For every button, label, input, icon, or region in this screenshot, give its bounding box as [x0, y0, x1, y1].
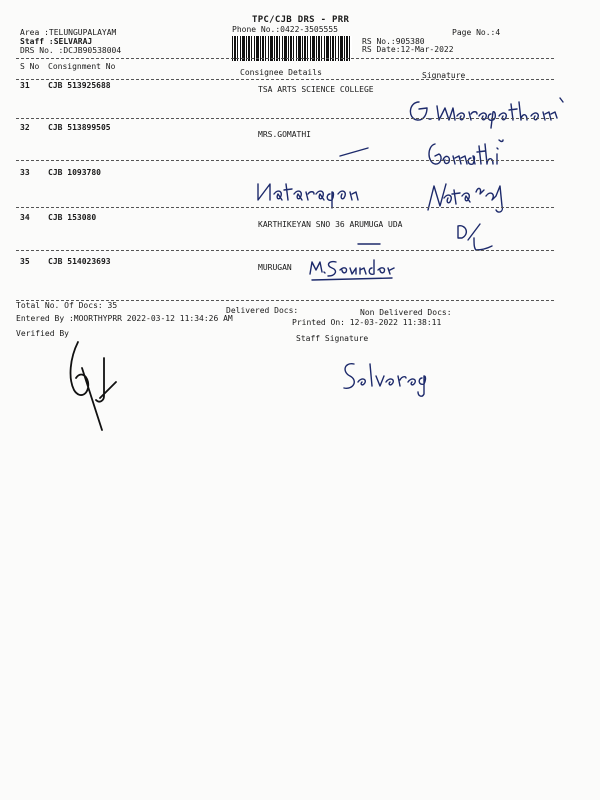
drs-number: DRS No. :DCJB90538004: [20, 46, 122, 55]
row-consignment: CJB 513925688: [48, 81, 111, 90]
receiver-signature: [405, 92, 565, 132]
staff-signature-label: Staff Signature: [296, 334, 369, 343]
col-header-consignee: Consignee Details: [240, 68, 322, 77]
receiver-signature: [425, 138, 505, 178]
delivered-docs: Delivered Docs:: [226, 306, 299, 315]
page-number: Page No.:4: [452, 28, 501, 37]
document-title: TPC/CJB DRS - PRR: [252, 15, 350, 25]
row-divider: [16, 118, 554, 119]
verifier-signature: [60, 338, 130, 438]
rs-date: RS Date:12-Mar-2022: [362, 45, 454, 54]
non-delivered-docs: Non Delivered Docs:: [360, 308, 452, 317]
row-sno: 35: [20, 257, 30, 266]
row-consignee: MRS.GOMATHI: [258, 130, 311, 139]
row-consignment: CJB 153080: [48, 213, 97, 222]
row-consignee: TSA ARTS SCIENCE COLLEGE: [258, 85, 374, 94]
row-sno: 34: [20, 213, 30, 222]
total-docs: Total No. Of Docs: 35: [16, 301, 118, 310]
row-consignment: CJB 1093780: [48, 168, 101, 177]
col-header-sno: S No: [20, 62, 40, 71]
row-divider: [16, 207, 554, 208]
staff-label: Staff :SELVARAJ: [20, 37, 93, 46]
row-consignment: CJB 514023693: [48, 257, 111, 266]
phone-number: Phone No.:0422-3505555: [232, 25, 338, 34]
column-header-divider: [16, 79, 554, 80]
rs-number: RS No.:905380: [362, 37, 425, 46]
entered-by: Entered By :MOORTHYPRR 2022-03-12 11:34:26 AM: [16, 314, 233, 323]
receiver-signature: [306, 256, 396, 286]
row-sno: 33: [20, 168, 30, 177]
col-header-consignment: Consignment No: [48, 62, 116, 71]
receiver-signature: [424, 176, 514, 216]
row-sno: 32: [20, 123, 30, 132]
row-divider: [16, 250, 554, 251]
dash-mark: [356, 239, 386, 249]
verified-by-label: Verified By: [16, 329, 69, 338]
staff-signature: [340, 358, 430, 398]
col-header-signature: Signature: [422, 71, 466, 80]
receiver-signature: [452, 220, 502, 254]
area-label: Area :TELUNGUPALAYAM: [20, 28, 117, 37]
dash-mark: [338, 144, 378, 164]
row-consignee: MURUGAN: [258, 263, 292, 272]
consignee-handwriting: [254, 180, 364, 210]
row-sno: 31: [20, 81, 30, 90]
row-divider: [16, 160, 554, 161]
row-consignment: CJB 513899505: [48, 123, 111, 132]
printed-on: Printed On: 12-03-2022 11:38:11: [292, 318, 442, 327]
header-divider: [16, 58, 554, 59]
row-consignee: KARTHIKEYAN SNO 36 ARUMUGA UDA: [258, 220, 403, 229]
